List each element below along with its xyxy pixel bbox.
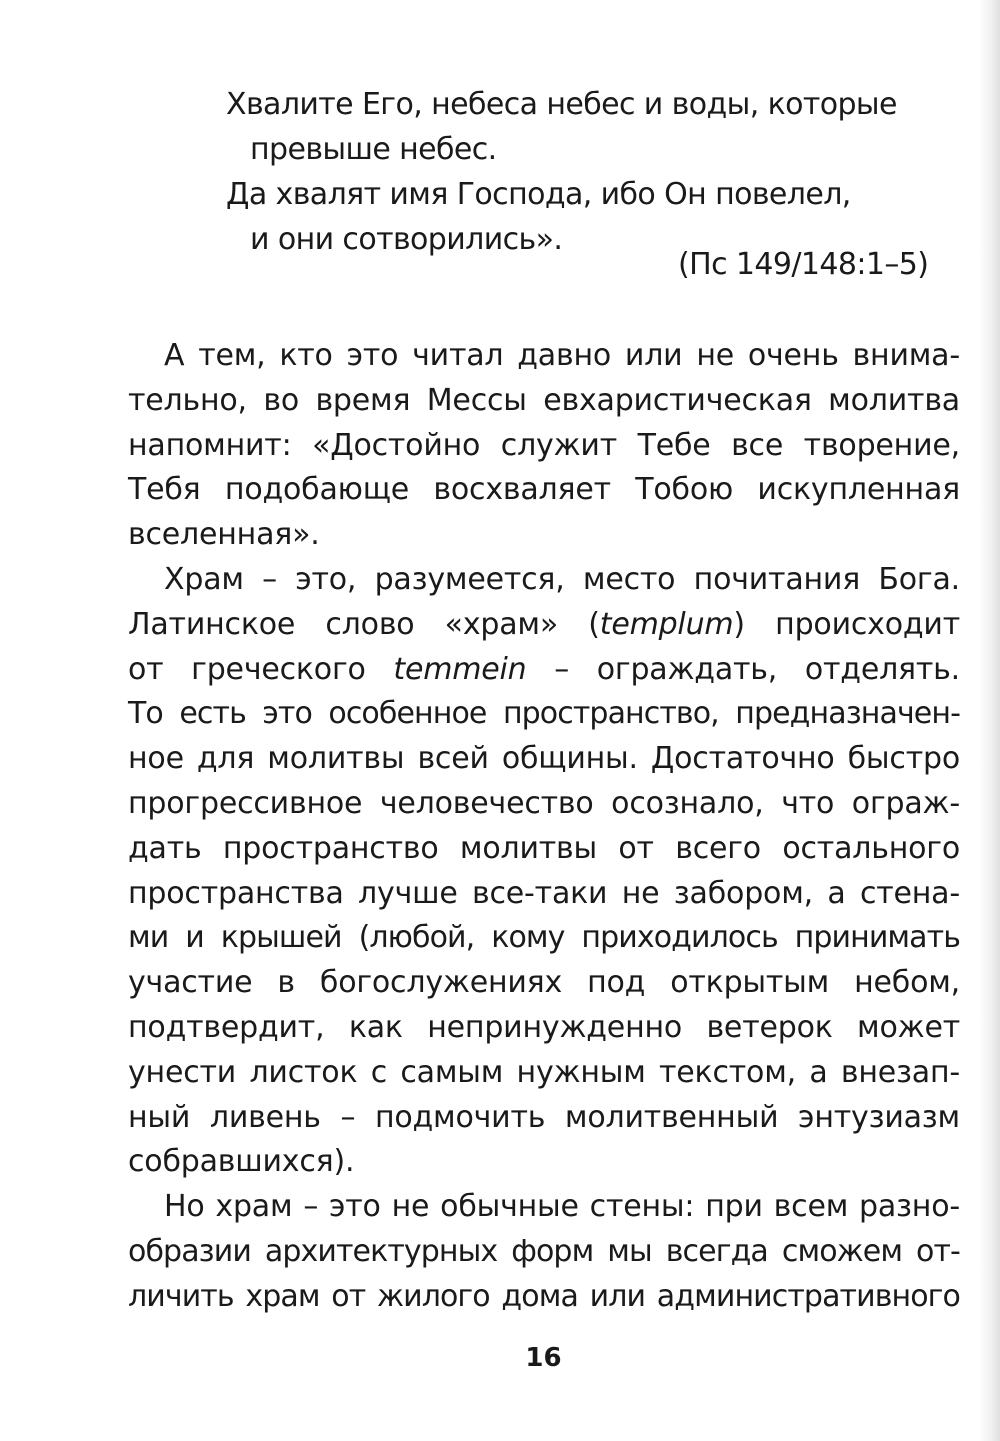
text-line: образии архитектурных форм мы всегда сможем от-	[128, 1233, 960, 1269]
text-line: собравшихся).	[128, 1144, 355, 1180]
verse-line: Да хвалят имя Господа, ибо Он повелел,	[226, 177, 851, 212]
text-segment: – ограждать, отделять.	[526, 651, 960, 687]
text-line: подтвердит, как непринужденно ветерок может	[128, 1009, 960, 1045]
text-line: Храм – это, разумеется, место почитания Бога.	[164, 561, 960, 597]
text-line: дать пространство молитвы от всего остального	[128, 830, 960, 866]
text-line: вселенная».	[128, 517, 320, 553]
text-line: Но храм – это не обычные стены: при всем разно-	[164, 1189, 960, 1225]
verse-line: превыше небес.	[250, 132, 497, 167]
text-line: унести листок с самым нужным текстом, а внезап-	[128, 1054, 960, 1090]
text-line: тельно, во время Мессы евхаристическая молитва	[128, 382, 960, 418]
text-line: То есть это особенное пространство, предназначен-	[128, 696, 960, 732]
paragraph-2	[128, 558, 960, 1185]
paragraph-1	[128, 334, 960, 558]
text-line: ный ливень – подмочить молитвенный энтузиазм	[128, 1099, 960, 1135]
text-line: ми и крышей (любой, кому приходилось принимать	[128, 920, 960, 956]
text-line: А тем, кто это читал давно или не очень внима-	[164, 338, 960, 373]
text-line: напомнит: «Достойно служит Тебе все творение,	[128, 427, 960, 463]
text-segment: от греческого	[128, 651, 394, 687]
psalm-citation: (Пс 149/148:1–5)	[678, 247, 929, 282]
text-segment: Латинское слово «храм» (	[128, 606, 600, 642]
text-line: участие в богослужениях под открытым небом,	[128, 965, 960, 1001]
text-line: ное для молитвы всей общины. Достаточно быстро	[128, 741, 960, 777]
verse-line: и они сотворились».	[250, 222, 563, 257]
verse-line: Хвалите Его, небеса небес и воды, которые	[226, 87, 897, 122]
text-line: Тебя подобающе восхваляет Тобою искупленная	[128, 472, 960, 508]
psalm-quote	[226, 82, 926, 262]
latin-term: templum	[599, 606, 734, 642]
text-line: прогрессивное человечество осознало, что ограж-	[128, 785, 960, 821]
page-edge-shadow	[978, 0, 1000, 1441]
paragraph-3	[128, 1185, 960, 1319]
text-line: пространства лучше все-таки не забором, а стена-	[128, 875, 960, 911]
body-text	[128, 334, 960, 1320]
page-number: 16	[525, 1343, 562, 1373]
text-segment: ) происходит	[733, 606, 960, 642]
text-line	[128, 603, 960, 648]
greek-term: temmein	[393, 651, 527, 687]
text-line: личить храм от жилого дома или административного	[128, 1278, 960, 1314]
text-line	[128, 648, 960, 693]
